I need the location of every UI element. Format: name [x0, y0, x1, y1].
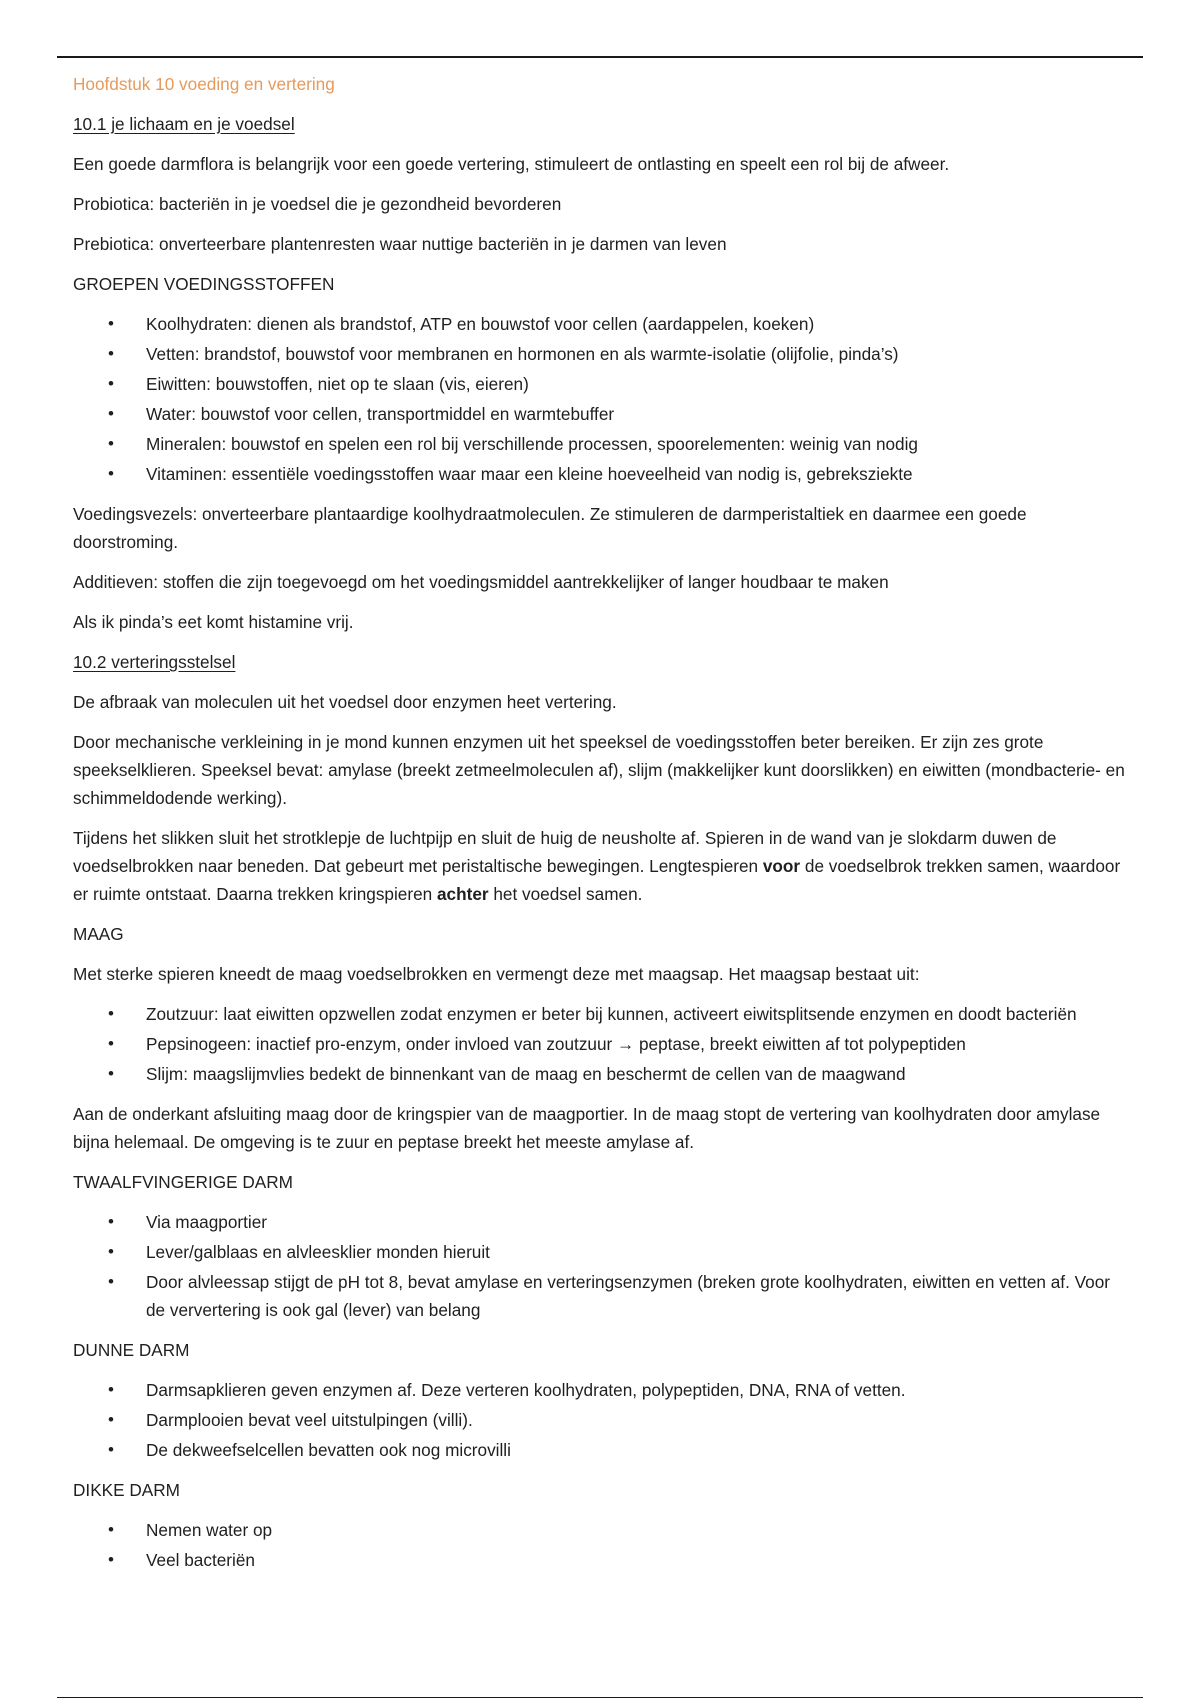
subheading-dikke-darm: DIKKE DARM	[73, 1480, 180, 1500]
list-item: • Door alvleessap stijgt de pH tot 8, bevat amylase en verteringsenzymen (breken grote koolhydraten, eiwitten en vetten af. Voor de ververtering is ook gal (lever) van belang	[73, 1268, 1133, 1324]
subheading-dunne-darm: DUNNE DARM	[73, 1340, 190, 1360]
section-heading-10-2: 10.2 verteringsstelsel	[73, 652, 236, 672]
list-item: • Koolhydraten: dienen als brandstof, ATP en bouwstof voor cellen (aardappelen, koeken)	[73, 310, 1133, 338]
list-item: • Lever/galblaas en alvleesklier monden hieruit	[73, 1238, 1133, 1266]
list-dunne-darm	[73, 1376, 1133, 1464]
paragraph: Door mechanische verkleining in je mond kunnen enzymen uit het speeksel de voedingsstoffen beter bereiken. Er zijn zes grote speekselklieren. Speeksel bevat: amylase (breekt zetmeelmoleculen af), slijm (makkelijker kunt doorslikken) en eiwitten (mondbacterie- en schimmeldodende werking).	[73, 732, 1125, 808]
list-voedingsstoffen	[73, 310, 1133, 488]
list-item: • Slijm: maagslijmvlies bedekt de binnenkant van de maag en beschermt de cellen van de maagwand	[73, 1060, 1133, 1088]
text-run: het voedsel samen.	[488, 884, 643, 904]
list-item: • Vitaminen: essentiële voedingsstoffen waar maar een kleine hoeveelheid van nodig is, gebreksziekte	[73, 460, 1133, 488]
text-run: Tijdens het slikken sluit het strotklepje de luchtpijp en sluit de huig de neusholte af. Spieren in de wand van je slokdarm duwen de voedselbrokken naar beneden. Dat gebeurt met peristaltische bewegingen. Lengtespieren	[73, 828, 1057, 876]
document-page	[73, 70, 1133, 1586]
list-maagsap	[73, 1000, 1133, 1088]
header-rule	[57, 56, 1143, 58]
paragraph: Voedingsvezels: onverteerbare plantaardige koolhydraatmoleculen. Ze stimuleren de darmperistaltiek en daarmee een goede doorstroming.	[73, 504, 1027, 552]
list-item: • Nemen water op	[73, 1516, 1133, 1544]
list-item: • Via maagportier	[73, 1208, 1133, 1236]
bold-text: achter	[436, 884, 489, 904]
list-item: • De dekweefselcellen bevatten ook nog microvilli	[73, 1436, 1133, 1464]
paragraph-slikken	[73, 824, 1133, 908]
paragraph: Een goede darmflora is belangrijk voor een goede vertering, stimuleert de ontlasting en speelt een rol bij de afweer.	[73, 154, 950, 174]
paragraph: Aan de onderkant afsluiting maag door de kringspier van de maagportier. In de maag stopt de vertering van koolhydraten door amylase bijna helemaal. De omgeving is te zuur en peptase breekt het meeste amylase af.	[73, 1104, 1101, 1152]
paragraph: Met sterke spieren kneedt de maag voedselbrokken en vermengt deze met maagsap. Het maagsap bestaat uit:	[73, 964, 920, 984]
paragraph: De afbraak van moleculen uit het voedsel door enzymen heet vertering.	[73, 692, 617, 712]
bold-text: voor	[762, 856, 801, 876]
list-item: • Water: bouwstof voor cellen, transportmiddel en warmtebuffer	[73, 400, 1133, 428]
list-item: • Pepsinogeen: inactief pro-enzym, onder invloed van zoutzuur → peptase, breekt eiwitten af tot polypeptiden	[73, 1030, 1133, 1058]
list-dikke-darm	[73, 1516, 1133, 1574]
chapter-title: Hoofdstuk 10 voeding en vertering	[73, 74, 335, 94]
paragraph: Additieven: stoffen die zijn toegevoegd om het voedingsmiddel aantrekkelijker of langer houdbaar te maken	[73, 572, 889, 592]
text-run: de voedselbrok trekken samen, waardoor er ruimte ontstaat. Daarna trekken kringspieren	[73, 856, 1121, 904]
list-item: • Darmsapklieren geven enzymen af. Deze verteren koolhydraten, polypeptiden, DNA, RNA of vetten.	[73, 1376, 1133, 1404]
paragraph: Prebiotica: onverteerbare plantenresten waar nuttige bacteriën in je darmen van leven	[73, 234, 727, 254]
list-item: • Eiwitten: bouwstoffen, niet op te slaan (vis, eieren)	[73, 370, 1133, 398]
subheading-twaalfvingerige-darm: TWAALFVINGERIGE DARM	[73, 1172, 293, 1192]
list-item: • Vetten: brandstof, bouwstof voor membranen en hormonen en als warmte-isolatie (olijfolie, pinda’s)	[73, 340, 1133, 368]
list-twaalfvingerige-darm	[73, 1208, 1133, 1324]
list-item: • Darmplooien bevat veel uitstulpingen (villi).	[73, 1406, 1133, 1434]
list-item: • Zoutzuur: laat eiwitten opzwellen zodat enzymen er beter bij kunnen, activeert eiwitsplitsende enzymen en doodt bacteriën	[73, 1000, 1133, 1028]
list-item: • Veel bacteriën	[73, 1546, 1133, 1574]
paragraph: Als ik pinda’s eet komt histamine vrij.	[73, 612, 354, 632]
list-item: • Mineralen: bouwstof en spelen een rol bij verschillende processen, spoorelementen: weinig van nodig	[73, 430, 1133, 458]
subheading-groepen: GROEPEN VOEDINGSSTOFFEN	[73, 274, 335, 294]
subheading-maag: MAAG	[73, 924, 124, 944]
footer-rule	[57, 1697, 1143, 1698]
section-heading-10-1: 10.1 je lichaam en je voedsel	[73, 114, 295, 134]
paragraph: Probiotica: bacteriën in je voedsel die je gezondheid bevorderen	[73, 194, 562, 214]
